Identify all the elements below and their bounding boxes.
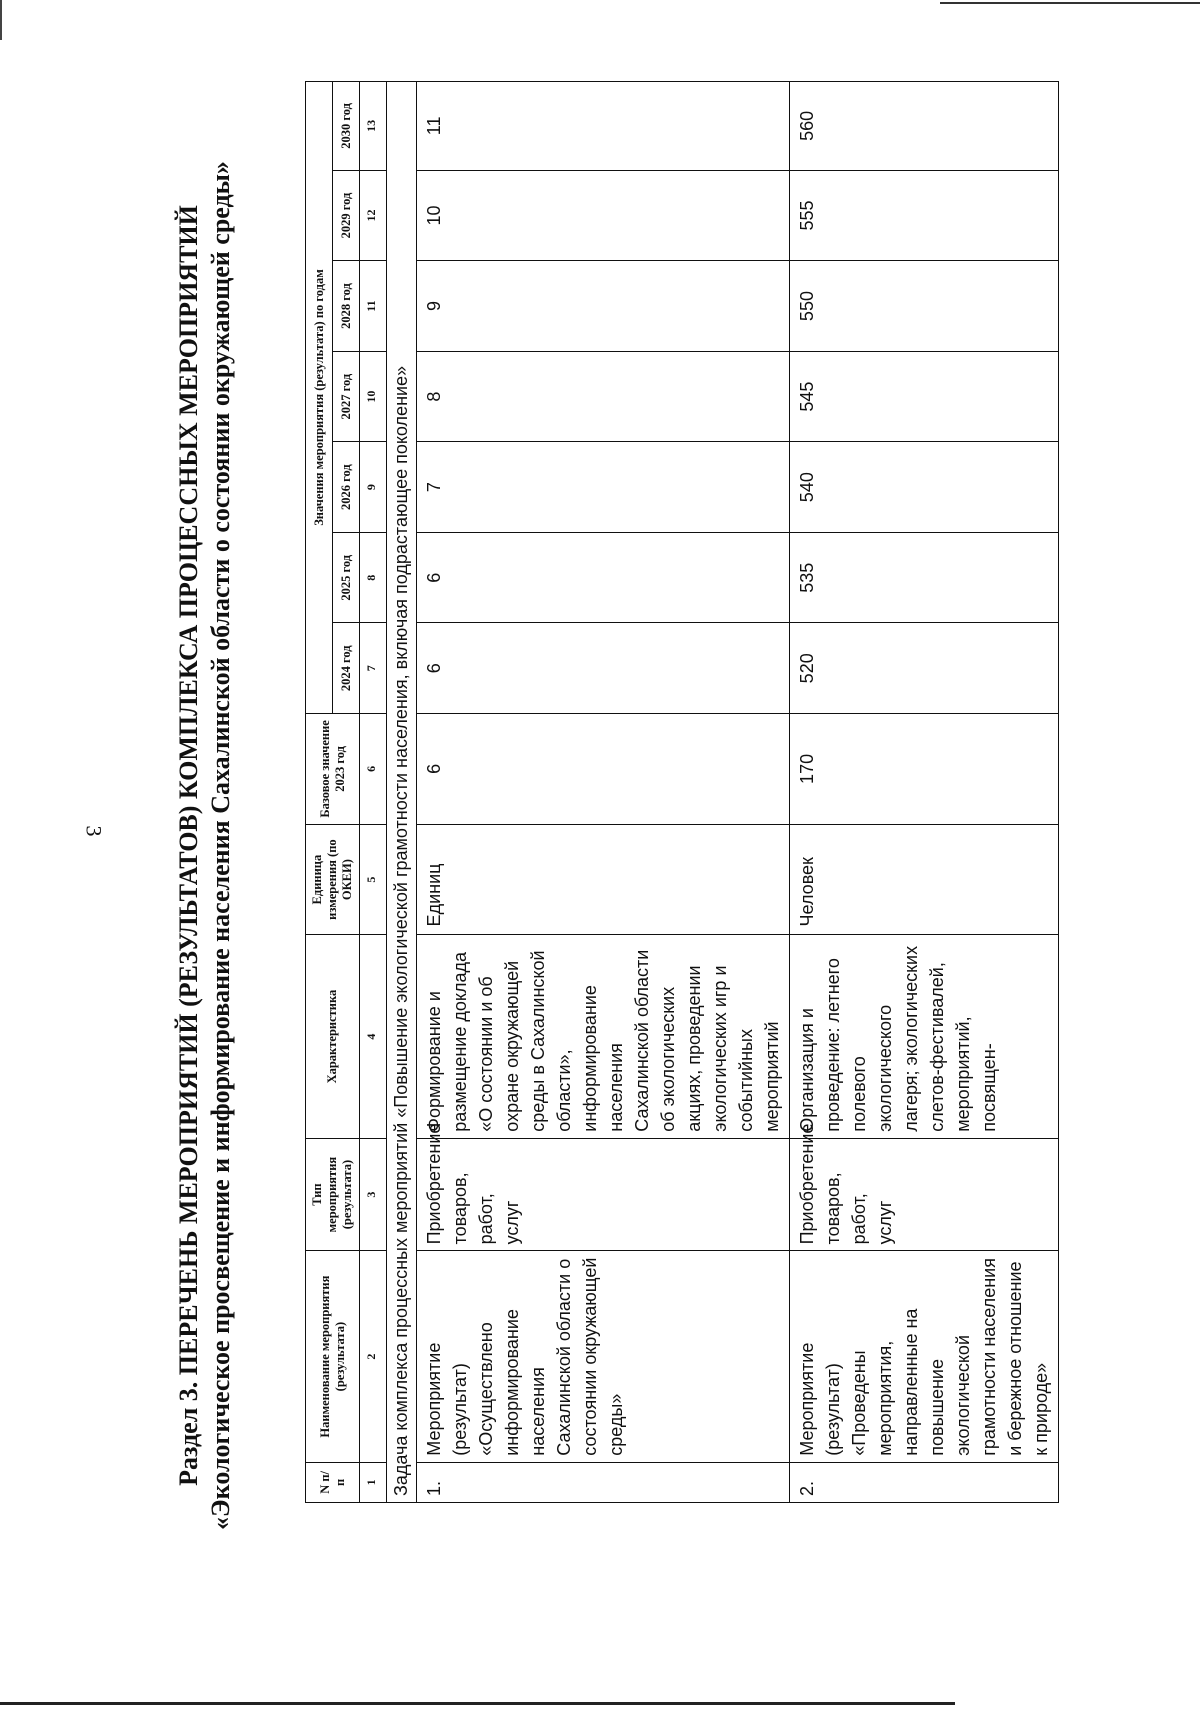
header-name: Наименование мероприятия (результата) xyxy=(306,1251,360,1462)
column-number-row xyxy=(360,82,387,1503)
row-base: 6 xyxy=(417,714,790,825)
column-number: 2 xyxy=(360,1251,387,1462)
column-number: 5 xyxy=(360,824,387,935)
column-number: 4 xyxy=(360,935,387,1138)
complex-name: «Экологическое просвещение и информирование населения Сахалинской области о состоянии окружающей среды» xyxy=(206,161,235,1530)
scan-edge-top xyxy=(940,2,1200,4)
row-value-2024: 6 xyxy=(417,623,790,714)
header-year: 2030 год xyxy=(333,82,360,171)
task-text: Задача комплекса процессных мероприятий «Повышение экологической грамотности населения, включая подрастающее поколение» xyxy=(387,82,417,1503)
row-base: 170 xyxy=(790,714,1059,825)
header-type: Тип мероприятия (результата) xyxy=(306,1138,360,1251)
row-value-2029: 555 xyxy=(790,170,1059,261)
header-year: 2024 год xyxy=(333,623,360,714)
measures-table xyxy=(305,81,1059,1503)
row-value-2028: 9 xyxy=(417,261,790,352)
row-value-2026: 540 xyxy=(790,442,1059,533)
row-characteristic: Организация и проведение: летнего полевого экологического лагеря; экологических слетов-фестивалей, мероприятий, посвящен- xyxy=(790,935,1059,1138)
column-number: 6 xyxy=(360,714,387,825)
header-unit: Единица измерения (по ОКЕИ) xyxy=(306,824,360,935)
section-title xyxy=(163,68,237,1623)
row-num: 1. xyxy=(417,1462,790,1502)
row-value-2030: 560 xyxy=(790,82,1059,171)
row-value-2028: 550 xyxy=(790,261,1059,352)
row-name: Мероприятие (результат) «Осуществлено информирование населения Сахалинской области о состоянии окружающей среды» xyxy=(417,1251,790,1462)
rotated-document-page xyxy=(163,68,1056,1623)
row-value-2024: 520 xyxy=(790,623,1059,714)
column-number: 9 xyxy=(360,442,387,533)
header-year: 2028 год xyxy=(333,261,360,352)
row-value-2027: 545 xyxy=(790,351,1059,442)
header-row xyxy=(306,82,333,1503)
row-unit: Единиц xyxy=(417,824,790,935)
header-num: N п/п xyxy=(306,1462,360,1502)
column-number: 7 xyxy=(360,623,387,714)
row-value-2025: 6 xyxy=(417,532,790,623)
row-value-2027: 8 xyxy=(417,351,790,442)
header-year: 2029 год xyxy=(333,170,360,261)
header-characteristic: Характеристика xyxy=(306,935,360,1138)
column-number: 12 xyxy=(360,170,387,261)
column-number: 8 xyxy=(360,532,387,623)
scan-edge-left xyxy=(0,0,2,40)
header-year: 2025 год xyxy=(333,532,360,623)
scan-edge-bottom xyxy=(0,1702,955,1705)
row-num: 2. xyxy=(790,1462,1059,1502)
header-values-group: Значения мероприятия (результата) по годам xyxy=(306,82,333,714)
column-number: 10 xyxy=(360,351,387,442)
header-year: 2026 год xyxy=(333,442,360,533)
row-name: Мероприятие (результат) «Проведены мероприятия, направленные на повышение экологической грамотности населения и бережное отношение к природе» xyxy=(790,1251,1059,1462)
table-row xyxy=(417,82,790,1503)
row-type: Приобретение товаров, работ, услуг xyxy=(417,1138,790,1251)
row-value-2025: 535 xyxy=(790,532,1059,623)
page-number: 3 xyxy=(81,825,107,837)
section-heading: Раздел 3. ПЕРЕЧЕНЬ МЕРОПРИЯТИЙ (РЕЗУЛЬТАТОВ) КОМПЛЕКСА ПРОЦЕССНЫХ МЕРОПРИЯТИЙ xyxy=(174,205,203,1486)
row-value-2030: 11 xyxy=(417,82,790,171)
column-number: 1 xyxy=(360,1462,387,1502)
header-base: Базовое значение 2023 год xyxy=(306,714,360,825)
column-number: 13 xyxy=(360,82,387,171)
column-number: 11 xyxy=(360,261,387,352)
row-value-2026: 7 xyxy=(417,442,790,533)
row-characteristic: Формирование и размещение доклада «О состоянии и об охране окружающей среды в Сахалинской области», информирование населения Сахалинской области об экологических акциях, проведении экологических игр и событийных мероприятий xyxy=(417,935,790,1138)
header-year: 2027 год xyxy=(333,351,360,442)
row-type: Приобретение товаров, работ, услуг xyxy=(790,1138,1059,1251)
table-row xyxy=(790,82,1059,1503)
column-number: 3 xyxy=(360,1138,387,1251)
row-unit: Человек xyxy=(790,824,1059,935)
task-row xyxy=(387,82,417,1503)
row-value-2029: 10 xyxy=(417,170,790,261)
